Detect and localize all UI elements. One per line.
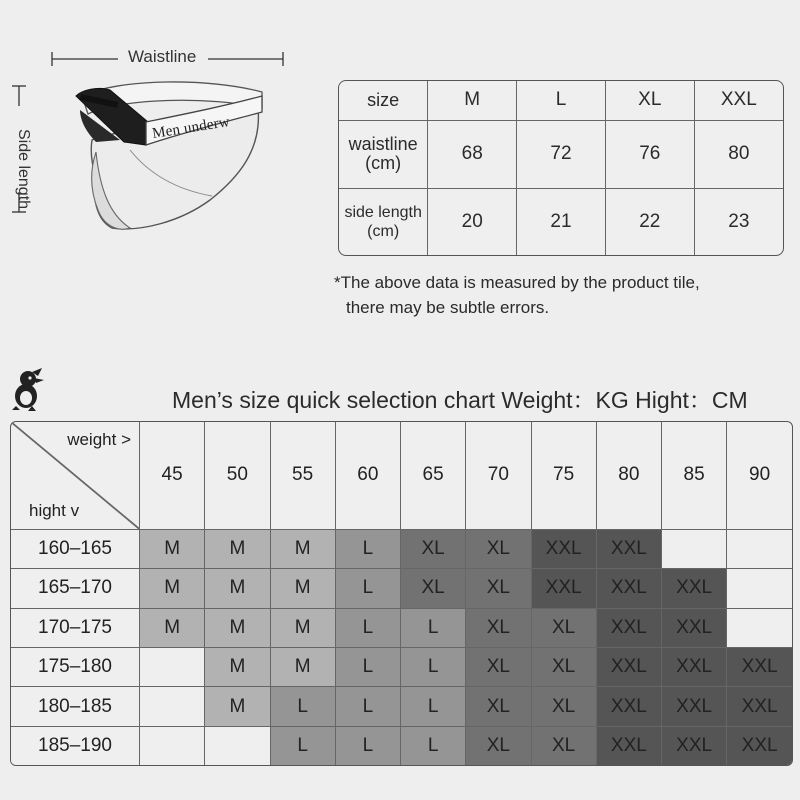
size-cell: L	[401, 608, 466, 647]
size-table-header-row	[339, 81, 783, 120]
size-header-cell: XXL	[694, 81, 783, 120]
weight-header-cell: 55	[270, 422, 335, 529]
size-cell: XL	[531, 726, 596, 765]
height-range-cell: 170–175	[11, 608, 140, 647]
mascot-icon	[8, 366, 48, 412]
size-cell: XL	[531, 648, 596, 687]
weight-header-cell: 80	[596, 422, 661, 529]
row-label-text: side length	[344, 203, 422, 221]
size-cell: XXL	[662, 726, 727, 765]
size-cell: M	[270, 529, 335, 568]
height-range-cell: 160–165	[11, 529, 140, 568]
size-cell: XXL	[662, 569, 727, 608]
size-cell	[727, 529, 792, 568]
size-cell: L	[335, 529, 400, 568]
quick-chart-title: Men’s size quick selection chart Weight：KG Hight：CM	[172, 387, 748, 413]
size-header-cell: M	[428, 81, 517, 120]
weight-header-cell: 65	[401, 422, 466, 529]
weight-header-cell: 50	[205, 422, 270, 529]
size-cell	[140, 726, 205, 765]
size-cell: L	[401, 687, 466, 726]
size-cell: XL	[531, 608, 596, 647]
size-cell: XL	[401, 529, 466, 568]
size-cell: XXL	[596, 608, 661, 647]
size-cell: M	[270, 648, 335, 687]
height-row	[11, 687, 792, 726]
size-table-row-side-length	[339, 188, 783, 255]
size-cell: XXL	[662, 648, 727, 687]
size-cell: XXL	[596, 687, 661, 726]
size-cell: M	[140, 529, 205, 568]
size-cell: L	[270, 687, 335, 726]
size-value-cell: 72	[517, 120, 606, 188]
size-cell: XXL	[662, 687, 727, 726]
size-cell: L	[401, 726, 466, 765]
size-cell	[727, 608, 792, 647]
row-label-side-length	[339, 188, 428, 255]
size-cell: XL	[466, 648, 531, 687]
size-cell: M	[140, 608, 205, 647]
weight-header-cell: 70	[466, 422, 531, 529]
product-illustration	[0, 0, 310, 260]
size-header-cell: L	[517, 81, 606, 120]
size-cell	[140, 687, 205, 726]
height-row	[11, 726, 792, 765]
size-cell: L	[335, 726, 400, 765]
size-cell: L	[270, 726, 335, 765]
row-label-unit: (cm)	[367, 222, 400, 240]
corner-height-label: hight v	[29, 500, 80, 520]
row-label-text: waistline	[348, 134, 418, 155]
size-value-cell: 21	[517, 188, 606, 255]
height-row	[11, 648, 792, 687]
size-cell: M	[270, 608, 335, 647]
weight-header-cell: 75	[531, 422, 596, 529]
waistline-label: Waistline	[128, 47, 197, 66]
size-cell: M	[205, 608, 270, 647]
size-cell: XXL	[531, 569, 596, 608]
note-line-2: there may be subtle errors.	[346, 298, 550, 317]
size-value-cell: 22	[605, 188, 694, 255]
size-cell: L	[335, 569, 400, 608]
size-value-cell: 80	[694, 120, 783, 188]
size-cell	[727, 569, 792, 608]
size-cell: M	[140, 569, 205, 608]
side-length-label: Side length	[15, 128, 32, 210]
size-value-cell: 68	[428, 120, 517, 188]
size-cell: XL	[466, 529, 531, 568]
weight-header-cell: 90	[727, 422, 792, 529]
size-cell: XXL	[727, 726, 792, 765]
corner-cell	[11, 422, 140, 529]
size-table-row-waistline	[339, 120, 783, 188]
size-cell: XL	[466, 687, 531, 726]
height-range-cell: 165–170	[11, 569, 140, 608]
quick-selection-chart	[10, 421, 793, 766]
size-cell: XXL	[727, 687, 792, 726]
height-row	[11, 608, 792, 647]
size-value-cell: 23	[694, 188, 783, 255]
size-cell: M	[205, 687, 270, 726]
height-range-cell: 185–190	[11, 726, 140, 765]
size-cell: M	[270, 569, 335, 608]
size-cell: XXL	[727, 648, 792, 687]
weight-header-cell: 85	[662, 422, 727, 529]
size-cell: XXL	[662, 608, 727, 647]
size-cell	[140, 648, 205, 687]
height-row	[11, 569, 792, 608]
size-header-cell: XL	[605, 81, 694, 120]
size-cell: M	[205, 569, 270, 608]
size-cell: M	[205, 648, 270, 687]
size-cell: L	[335, 687, 400, 726]
size-cell: XL	[466, 569, 531, 608]
size-cell: M	[205, 529, 270, 568]
size-value-cell: 20	[428, 188, 517, 255]
size-cell: L	[335, 608, 400, 647]
size-cell: XXL	[596, 569, 661, 608]
size-cell: XXL	[596, 648, 661, 687]
size-cell: XXL	[531, 529, 596, 568]
weight-header-cell: 45	[140, 422, 205, 529]
size-cell: XXL	[596, 726, 661, 765]
height-row	[11, 529, 792, 568]
size-cell	[205, 726, 270, 765]
size-cell	[662, 529, 727, 568]
size-cell: XL	[531, 687, 596, 726]
note-line-1: *The above data is measured by the product tile,	[334, 273, 700, 292]
weight-header-row	[11, 422, 792, 529]
size-header-cell: size	[339, 81, 428, 120]
size-cell: XL	[466, 726, 531, 765]
size-cell: L	[335, 648, 400, 687]
measurement-note	[334, 270, 700, 320]
height-range-cell: 180–185	[11, 687, 140, 726]
size-cell: XL	[401, 569, 466, 608]
row-label-unit: (cm)	[365, 153, 402, 174]
size-cell: XXL	[596, 529, 661, 568]
size-table	[338, 80, 784, 256]
waistband-brand-text: Men underw	[151, 113, 231, 143]
corner-weight-label: weight >	[67, 430, 131, 449]
weight-header-cell: 60	[335, 422, 400, 529]
size-cell: XL	[466, 608, 531, 647]
size-cell: L	[401, 648, 466, 687]
row-label-waistline	[339, 120, 428, 188]
size-value-cell: 76	[605, 120, 694, 188]
height-range-cell: 175–180	[11, 648, 140, 687]
